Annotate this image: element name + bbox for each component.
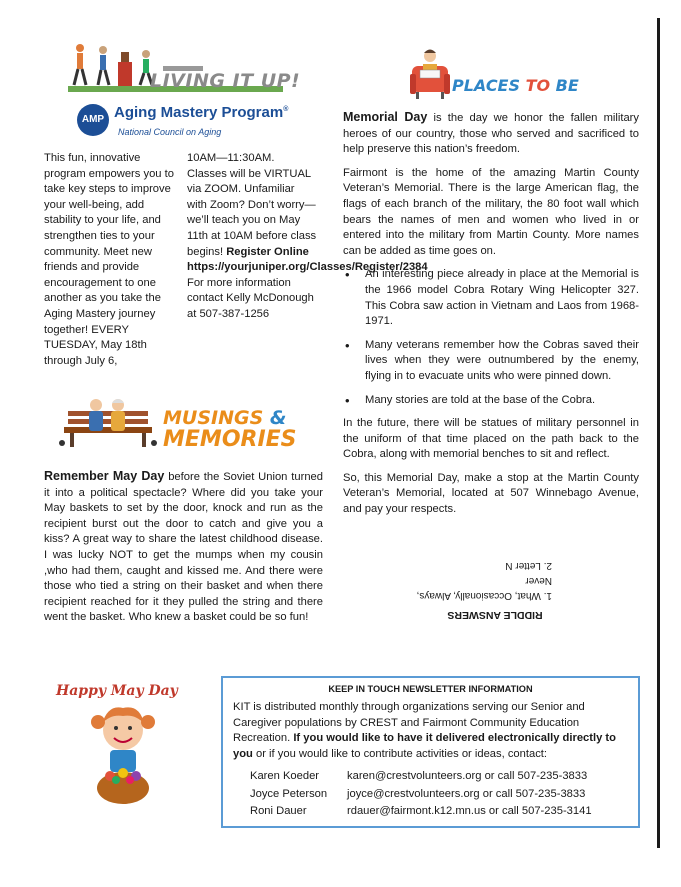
contact-name: Joyce Peterson [250, 787, 328, 800]
contact-info[interactable]: karen@crestvolunteers.org or call 507-235-3833 [347, 770, 588, 783]
living-column-1: This fun, innovative program empowers you to take key steps to improve your well-being, add stability to your life, and strengthen ties to your community. Meet new friends and provide encouragement to one another as you take the Aging Mastery journey together! EVERY TUESDAY, May 18th through July 6, [44, 152, 174, 367]
living-it-up-title: LIVING IT UP! [150, 70, 301, 92]
riddle-answer-1: 1. What, Occasionally, Always, Never [416, 575, 552, 601]
contact-row [250, 768, 628, 786]
memorial-para-3: In the future, there will be statues of military personnel in the uniform of that time placed on the path back to the Cobra, along with memorial benches to sit and reflect. [343, 417, 639, 461]
contact-row [250, 803, 628, 821]
keep-in-touch-box [221, 676, 640, 828]
list-item: • Many veterans remember how the Cobras saved their lives when they were outnumbered by the enemy, flying in to evacuate units who were pinned down. [343, 338, 639, 385]
riddle-heading: RIDDLE ANSWERS [447, 609, 543, 621]
contact-info[interactable]: rdauer@fairmont.k12.mn.us or call 507-235-3141 [347, 805, 592, 818]
memorial-bullets [343, 267, 639, 408]
riddle-answers [410, 558, 580, 622]
person-reading-chair-illustration [410, 44, 450, 100]
contact-name: Karen Koeder [250, 770, 320, 783]
list-item: • An interesting piece already in place at the Memorial is the 1966 model Cobra Rotary Wing Helicopter 327. This Cobra saw action in Vietnam and Laos from 1968-1971. [343, 267, 639, 329]
riddle-answer-2: 2. Letter N [505, 560, 552, 571]
list-item: • Many stories are told at the base of the Cobra. [343, 393, 639, 409]
memorial-para-2: Fairmont is the home of the amazing Martin County Veteran’s Memorial. There is the large American flag, the flags of each branch of the military, the 80 foot wall which bears the names of men and women who lived in or entered into the military from Martin County. More names can be added as time goes on. [343, 166, 639, 257]
contact-row [250, 786, 628, 804]
contact-info[interactable]: joyce@crestvolunteers.org or call 507-235-3833 [347, 787, 586, 800]
elderly-couple-bench-illustration [58, 393, 158, 448]
class-details: 10AM—11:30AM. Classes will be VIRTUAL via ZOOM. Unfamiliar with Zoom? Don’t worry—we’ll teach you on May 11th at 10AM before class begins! [187, 152, 317, 258]
contact-list [250, 768, 628, 821]
memorial-intro: Memorial Day is the day we honor the fallen military heroes of our country, those who served and sacrificed to help preserve this nation’s freedom. [343, 110, 639, 156]
kit-heading: KEEP IN TOUCH NEWSLETTER INFORMATION [328, 684, 533, 694]
aging-mastery-logo [72, 98, 289, 142]
happy-may-day-title: Happy May Day [56, 683, 178, 699]
vertical-divider [657, 18, 660, 848]
contact-name: Roni Dauer [250, 805, 307, 818]
places-to-be-title: PLACES TO BE [452, 76, 579, 95]
musings-memories-title: MUSINGS & MEMORIES [163, 407, 297, 452]
amp-program-name: Aging Mastery Program® [114, 104, 289, 121]
memorial-para-4: So, this Memorial Day, make a stop at the Martin County Veteran’s Memorial, located at 507 Winnebago Avenue, and pay your respects. [343, 471, 639, 516]
register-link[interactable]: Register Online https://yourjuniper.org/Classes/Register/2384 [187, 245, 428, 274]
living-column-2 [187, 151, 428, 323]
may-day-article: Remember May Day before the Soviet Union turned it into a political spectacle? Where did you take your May baskets to set by the door, knock and run as the recipient burst out the door to catch and give you a kiss? A great way to share the latest childhood disease. I was lucky NOT to get the mumps when my cousin ,who had them, caught and kissed me. And there were those who tied a string on their basket and when there recipient reached for it they pulled the string and there went the basket. Who knew a basket could be so fun! [44, 469, 323, 624]
memorial-day-article [343, 110, 639, 526]
kit-description: KIT is distributed monthly through organizations serving our Senior and Caregiver populations by CREST and Fairmont Community Education Recreation. If you would like to have it delivered electronically directly to you or if you would like to contribute activities or ideas, contact: [233, 701, 616, 760]
amp-subtitle: National Council on Aging [118, 127, 222, 137]
girl-flower-basket-illustration [78, 700, 168, 810]
amp-logo-badge: AMP [77, 104, 109, 136]
contact-info: For more information contact Kelly McDonough at 507-387-1256 [187, 276, 314, 320]
